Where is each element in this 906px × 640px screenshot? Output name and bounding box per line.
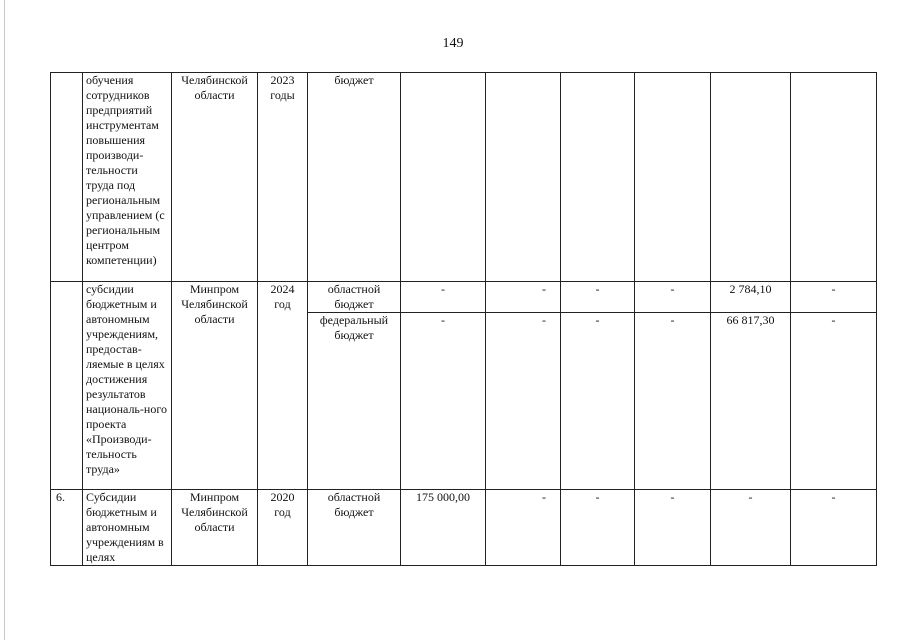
- measure-name: обучения сотрудников предприятий инструментам повышения производи-тельности труда под региональным управлением (с региональным центром компетенции): [83, 73, 172, 282]
- value-cell: -: [401, 313, 486, 490]
- period: 2024 год: [258, 282, 308, 490]
- value-cell: -: [635, 490, 711, 566]
- period: 2023 годы: [258, 73, 308, 282]
- value-cell: -: [486, 313, 561, 490]
- row-number: [51, 73, 83, 282]
- executor: Минпром Челябинской области: [172, 282, 258, 490]
- value-cell: [711, 73, 791, 282]
- period: 2020 год: [258, 490, 308, 566]
- executor: Минпром Челябинской области: [172, 490, 258, 566]
- value-cell: -: [791, 282, 877, 313]
- value-cell: [401, 73, 486, 282]
- value-cell: -: [561, 282, 635, 313]
- row-number: [51, 282, 83, 490]
- value-cell: [791, 73, 877, 282]
- funding-source: областной бюджет: [308, 490, 401, 566]
- value-cell: [635, 73, 711, 282]
- table-row: [51, 490, 877, 566]
- value-cell: -: [635, 282, 711, 313]
- value-cell: -: [791, 490, 877, 566]
- executor: Челябинской области: [172, 73, 258, 282]
- value-cell: -: [561, 490, 635, 566]
- value-cell: [486, 73, 561, 282]
- table-row: [51, 282, 877, 313]
- value-cell: 2 784,10: [711, 282, 791, 313]
- value-cell: 175 000,00: [401, 490, 486, 566]
- funding-source: федеральный бюджет: [308, 313, 401, 490]
- value-cell: -: [561, 313, 635, 490]
- funding-source: бюджет: [308, 73, 401, 282]
- value-cell: [561, 73, 635, 282]
- value-cell: -: [486, 282, 561, 313]
- budget-table: [50, 72, 877, 566]
- page-edge-rule: [4, 0, 5, 640]
- value-cell: -: [711, 490, 791, 566]
- measure-name: Субсидии бюджетным и автономным учреждениям в целях: [83, 490, 172, 566]
- row-number: 6.: [51, 490, 83, 566]
- value-cell: -: [486, 490, 561, 566]
- measure-name: субсидии бюджетным и автономным учреждениям, предостав-ляемые в целях достижения результатов националь-ного проекта «Производи-тельность труда»: [83, 282, 172, 490]
- value-cell: -: [635, 313, 711, 490]
- value-cell: -: [791, 313, 877, 490]
- value-cell: -: [401, 282, 486, 313]
- funding-source: областной бюджет: [308, 282, 401, 313]
- value-cell: 66 817,30: [711, 313, 791, 490]
- table-row: [51, 73, 877, 282]
- page-number: 149: [442, 36, 464, 51]
